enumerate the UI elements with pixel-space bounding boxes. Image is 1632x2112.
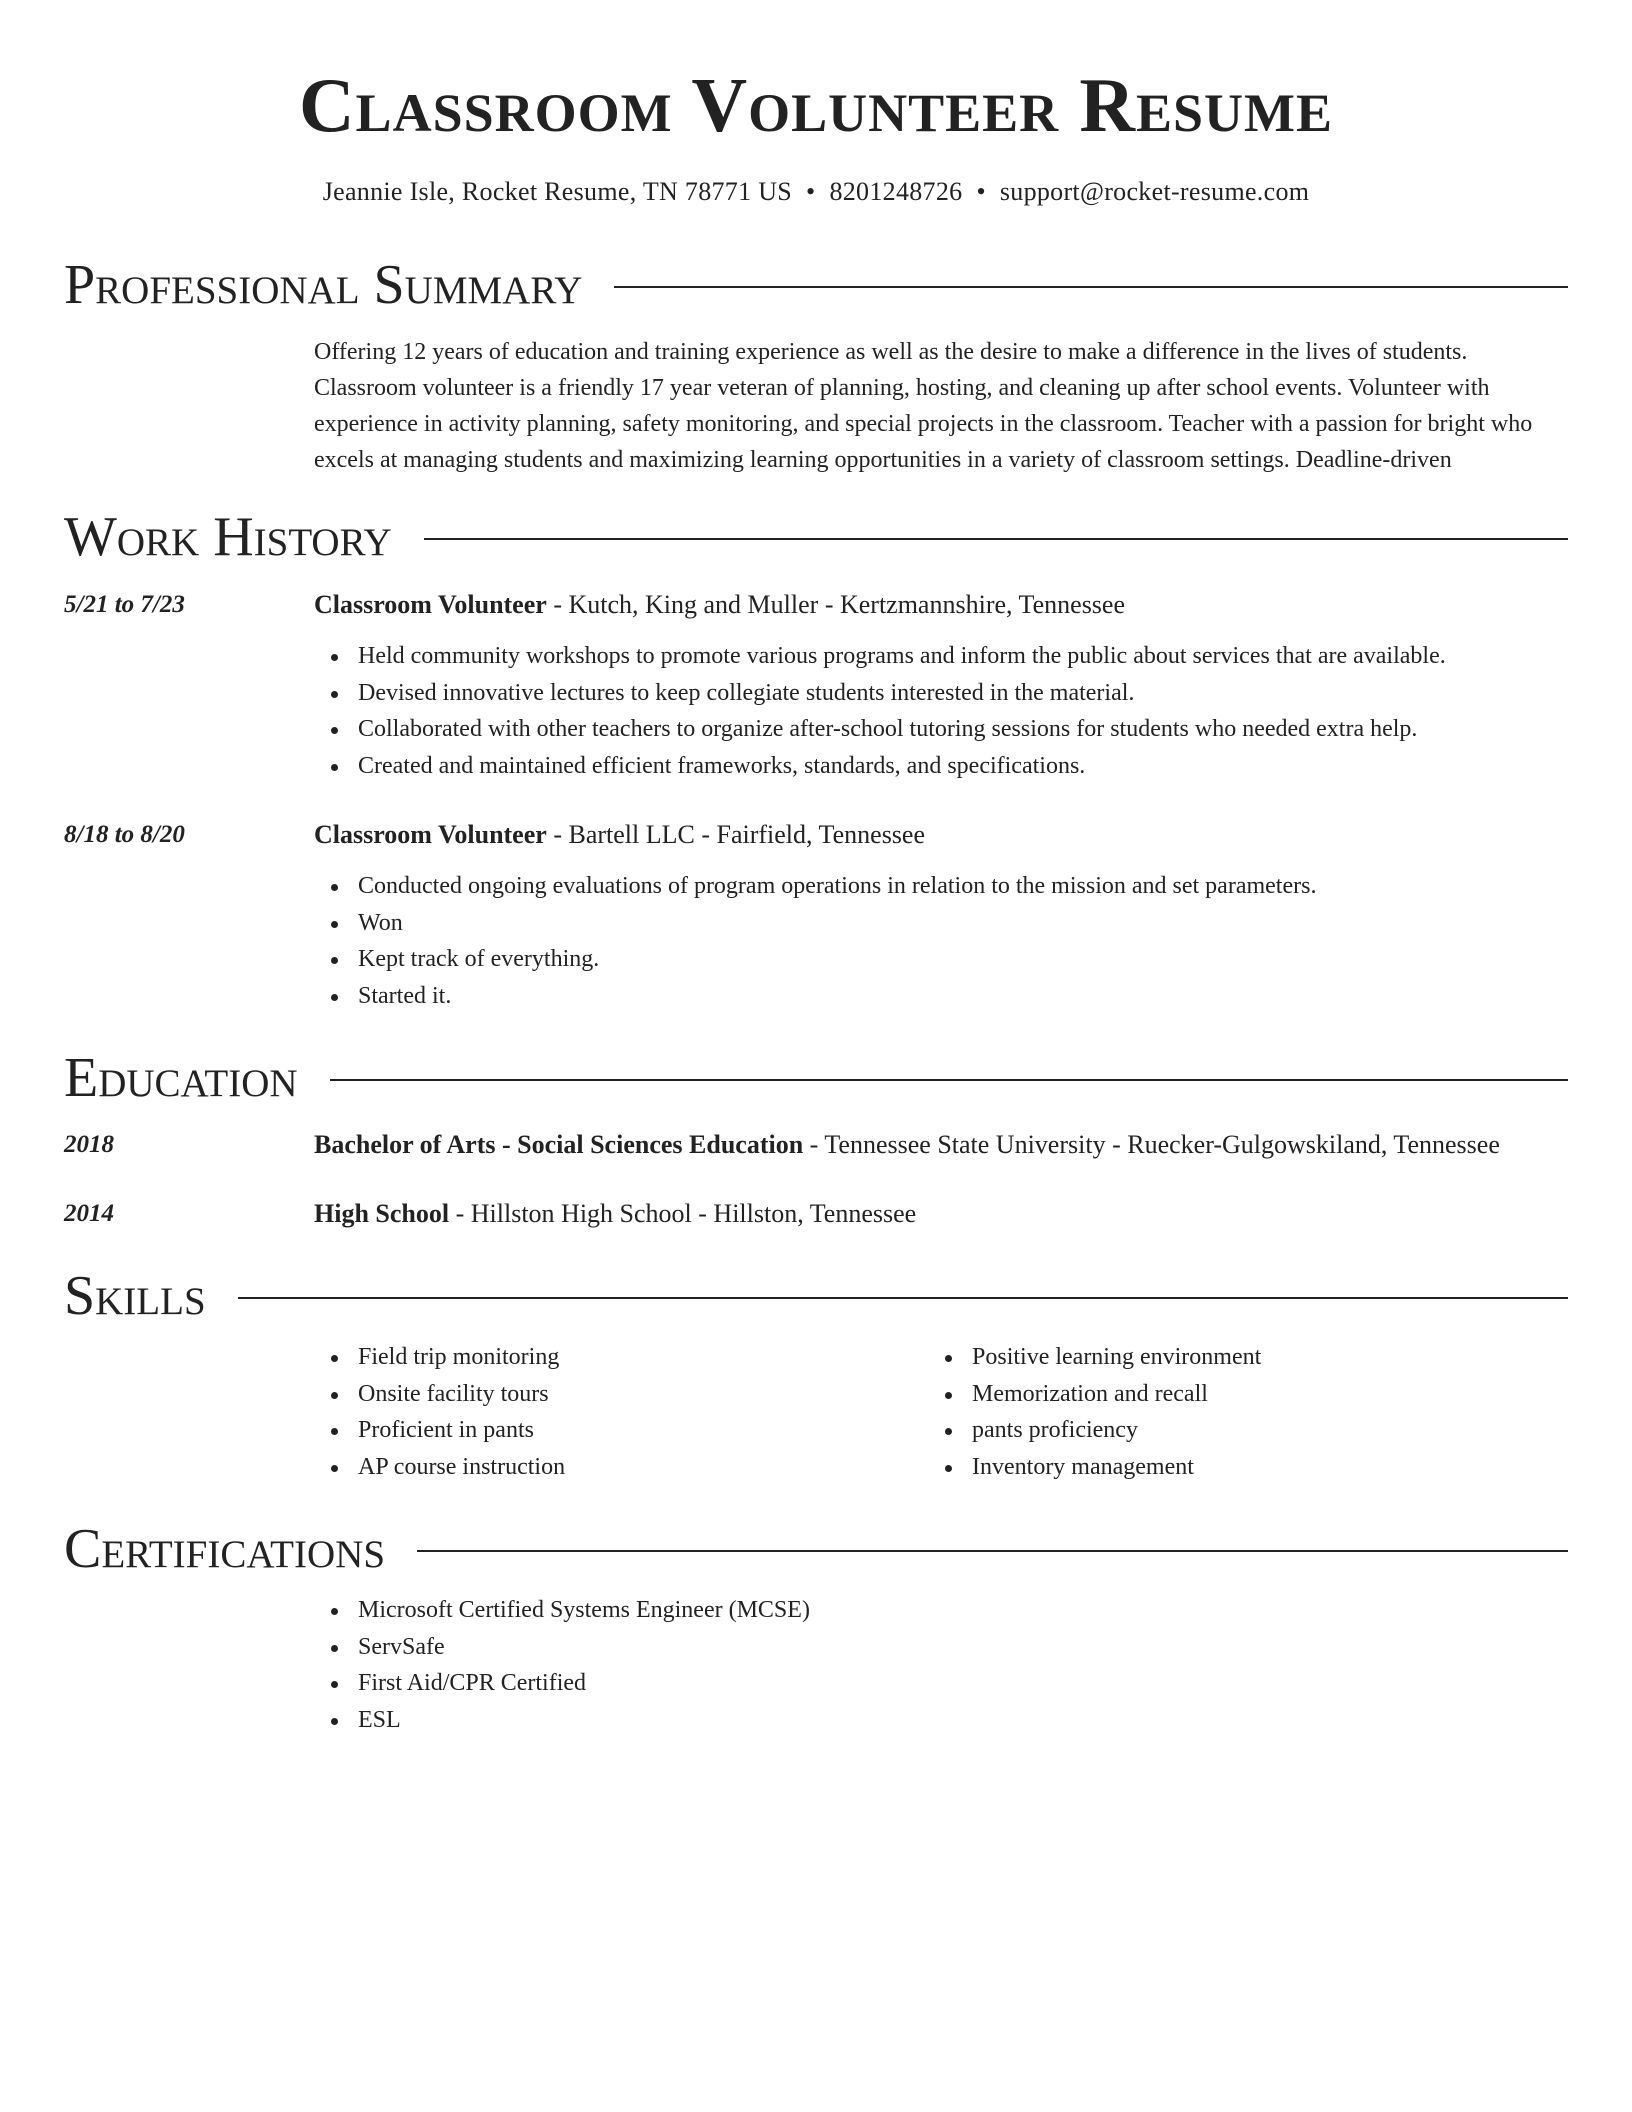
section-work-heading xyxy=(64,505,1568,569)
job-dates: 8/18 to 8/20 xyxy=(64,821,185,848)
job-employer: - Bartell LLC - Fairfield, Tennessee xyxy=(546,820,926,849)
education-degree: High School xyxy=(314,1199,450,1228)
contact-email: support@rocket-resume.com xyxy=(999,177,1310,206)
list-item: pants proficiency xyxy=(972,1412,1261,1449)
section-rule xyxy=(238,1297,1568,1299)
contact-phone: 8201248726 xyxy=(829,177,963,206)
list-item: Devised innovative lectures to keep collegiate students interested in the material. xyxy=(358,675,1446,712)
contact-separator: • xyxy=(976,177,986,206)
list-item: Memorization and recall xyxy=(972,1376,1261,1413)
list-item: First Aid/CPR Certified xyxy=(358,1665,810,1702)
section-rule xyxy=(614,286,1568,288)
job-title: Classroom Volunteer xyxy=(314,820,547,849)
list-item: Positive learning environment xyxy=(972,1339,1261,1376)
job-employer: - Kutch, King and Muller - Kertzmannshire, Tennessee xyxy=(546,590,1126,619)
list-item: Onsite facility tours xyxy=(358,1376,565,1413)
section-certifications-heading xyxy=(64,1517,1568,1581)
section-education-heading xyxy=(64,1046,1568,1110)
section-title: Certifications xyxy=(64,1518,386,1580)
job-dates: 5/21 to 7/23 xyxy=(64,591,185,618)
section-rule xyxy=(417,1550,1568,1552)
list-item: Conducted ongoing evaluations of program operations in relation to the mission and set parameters. xyxy=(358,868,1316,905)
job-bullets xyxy=(358,638,1446,784)
certifications-list xyxy=(358,1592,810,1738)
education-school: - Hillston High School - Hillston, Tennessee xyxy=(449,1199,917,1228)
skills-list-left xyxy=(358,1339,565,1485)
education-degree: Bachelor of Arts - Social Sciences Education xyxy=(314,1130,804,1159)
list-item: Microsoft Certified Systems Engineer (MCSE) xyxy=(358,1592,810,1629)
section-skills-heading xyxy=(64,1264,1568,1328)
job-line xyxy=(314,587,1125,623)
section-title: Professional Summary xyxy=(64,254,583,316)
education-line xyxy=(314,1196,916,1232)
education-line xyxy=(314,1127,1500,1163)
section-title: Skills xyxy=(64,1265,206,1327)
job-line xyxy=(314,817,925,853)
list-item: Field trip monitoring xyxy=(358,1339,565,1376)
section-summary-heading xyxy=(64,253,1568,317)
list-item: Collaborated with other teachers to organize after-school tutoring sessions for students who needed extra help. xyxy=(358,711,1446,748)
summary-text: Offering 12 years of education and training experience as well as the desire to make a difference in the lives of students. Classroom volunteer is a friendly 17 year veteran of planning, hosting, and cleaning up after school events. Volunteer with experience in activity planning, safety monitoring, and special projects in the classroom. Teacher with a passion for bright who excels at managing students and maximizing learning opportunities in a variety of classroom settings. Deadline-driven xyxy=(314,339,1533,473)
section-rule xyxy=(330,1079,1568,1081)
section-title: Education xyxy=(64,1047,298,1109)
resume-title: Classroom Volunteer Resume xyxy=(298,62,1334,148)
contact-line xyxy=(64,174,1568,210)
contact-separator: • xyxy=(806,177,816,206)
section-rule xyxy=(424,538,1568,540)
skills-list-right xyxy=(972,1339,1261,1485)
list-item: Inventory management xyxy=(972,1449,1261,1486)
education-year: 2014 xyxy=(64,1200,114,1227)
list-item: ESL xyxy=(358,1702,810,1739)
job-title: Classroom Volunteer xyxy=(314,590,547,619)
list-item: Won xyxy=(358,905,1316,942)
contact-address: Jeannie Isle, Rocket Resume, TN 78771 US xyxy=(322,177,793,206)
list-item: Proficient in pants xyxy=(358,1412,565,1449)
job-bullets xyxy=(358,868,1316,1014)
section-title: Work History xyxy=(64,506,392,568)
list-item: Started it. xyxy=(358,978,1316,1015)
education-year: 2018 xyxy=(64,1131,114,1158)
education-school: - Tennessee State University - Ruecker-Gulgowskiland, Tennessee xyxy=(803,1130,1500,1159)
list-item: Kept track of everything. xyxy=(358,941,1316,978)
list-item: ServSafe xyxy=(358,1629,810,1666)
list-item: AP course instruction xyxy=(358,1449,565,1486)
list-item: Held community workshops to promote various programs and inform the public about services that are available. xyxy=(358,638,1446,675)
list-item: Created and maintained efficient frameworks, standards, and specifications. xyxy=(358,748,1446,785)
